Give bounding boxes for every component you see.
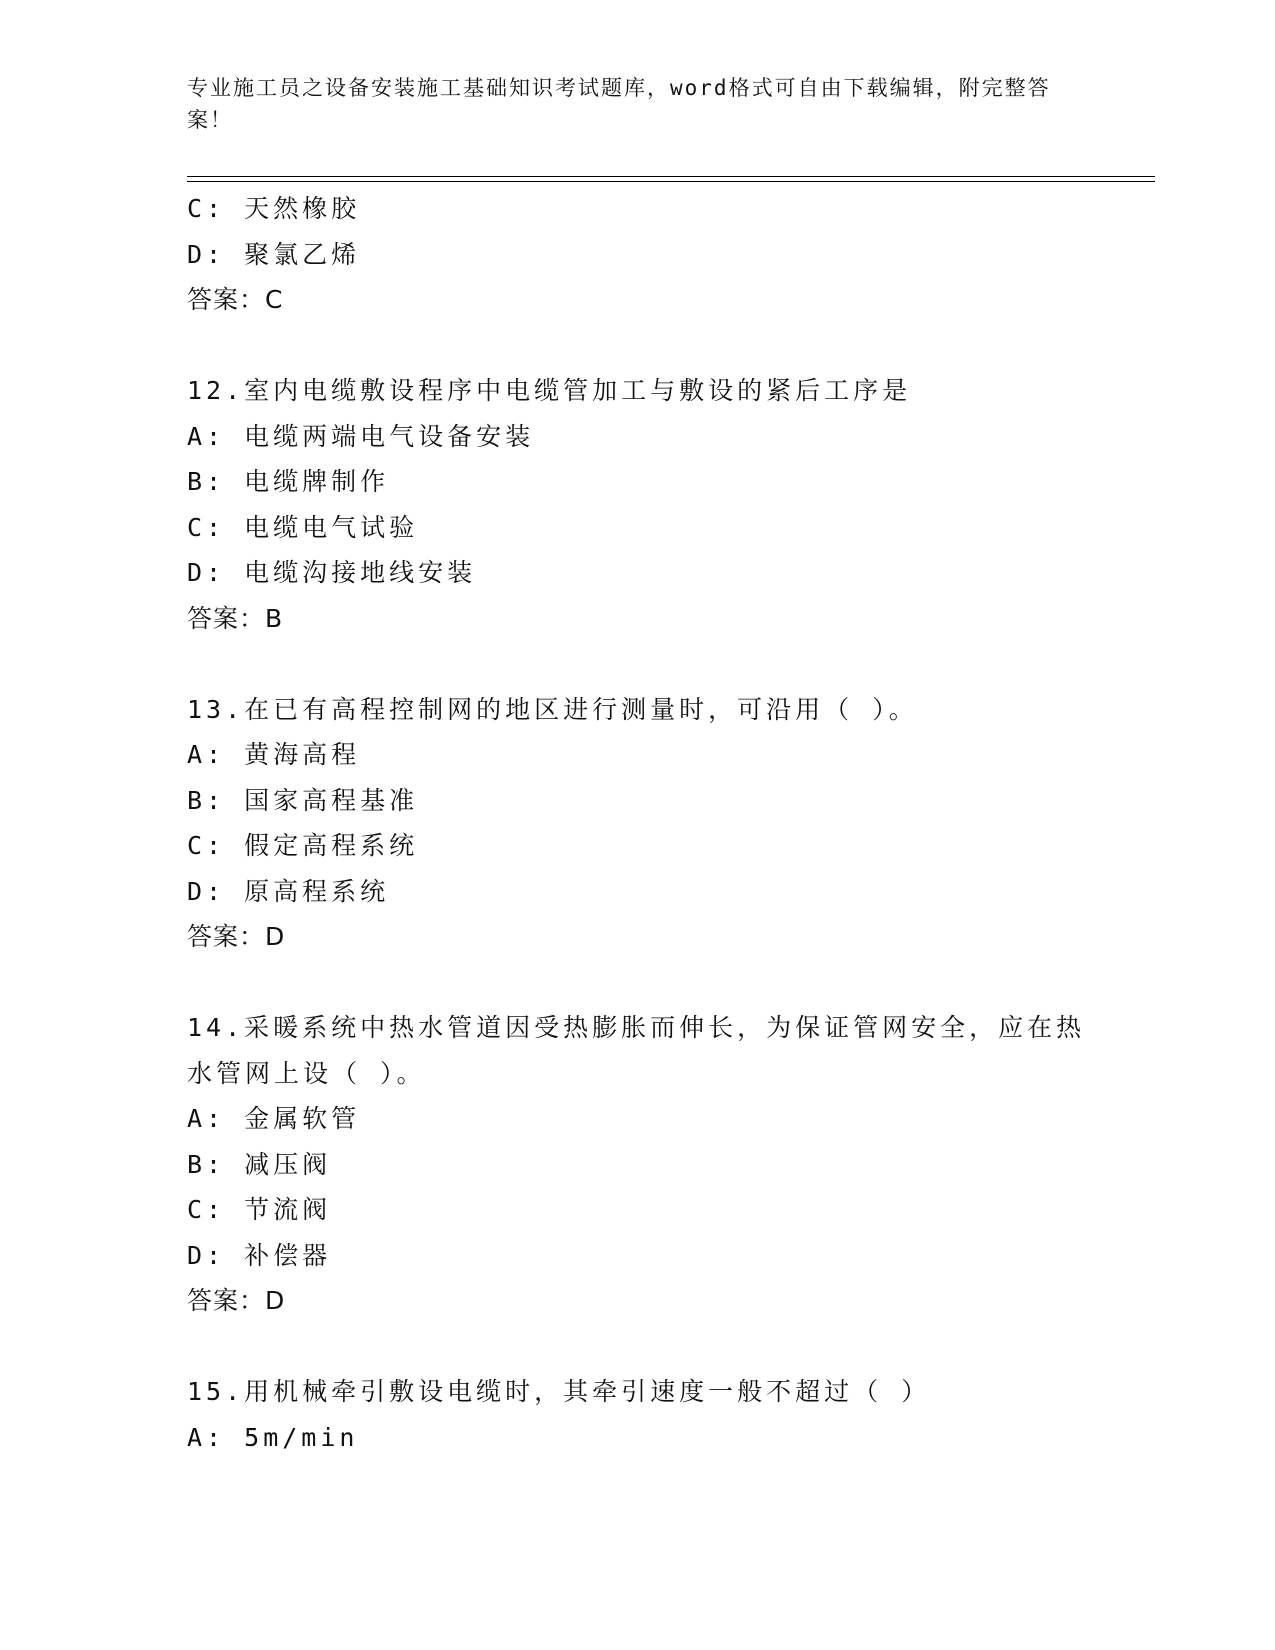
option-a: A: 金属软管 bbox=[187, 1104, 361, 1133]
header-divider-top bbox=[187, 176, 1155, 177]
option-b: B: 减压阀 bbox=[187, 1149, 332, 1179]
option-a: A: 电缆两端电气设备安装 bbox=[187, 421, 535, 451]
option-d: D: 聚氯乙烯 bbox=[187, 239, 361, 269]
answer-line: 答案：D bbox=[187, 922, 286, 951]
option-d: D: 电缆沟接地线安装 bbox=[187, 558, 477, 587]
option-c: C: 电缆电气试验 bbox=[187, 512, 419, 542]
answer-line: 答案：C bbox=[187, 285, 284, 314]
answer-line: 答案：D bbox=[187, 1286, 286, 1315]
option-c: C: 节流阀 bbox=[187, 1195, 332, 1224]
option-a: A: 5m/min bbox=[187, 1422, 359, 1452]
question-13-text: 13.在已有高程控制网的地区进行测量时，可沿用（ ）。 bbox=[187, 694, 918, 724]
document-header: 专业施工员之设备安装施工基础知识考试题库，word格式可自由下载编辑，附完整答案！ bbox=[187, 76, 1051, 132]
question-15-text: 15.用机械牵引敷设电缆时，其牵引速度一般不超过（ ） bbox=[187, 1377, 931, 1406]
option-b: B: 电缆牌制作 bbox=[187, 467, 390, 496]
option-d: D: 补偿器 bbox=[187, 1240, 332, 1270]
question-12-text: 12.室内电缆敷设程序中电缆管加工与敷设的紧后工序是 bbox=[187, 376, 912, 405]
option-d: D: 原高程系统 bbox=[187, 876, 390, 906]
option-c: C: 假定高程系统 bbox=[187, 831, 419, 860]
option-c: C: 天然橡胶 bbox=[187, 194, 361, 223]
answer-line: 答案：B bbox=[187, 603, 284, 633]
question-content bbox=[187, 186, 1087, 1460]
option-b: B: 国家高程基准 bbox=[187, 785, 419, 815]
option-a: A: 黄海高程 bbox=[187, 740, 361, 769]
question-14-text: 14.采暖系统中热水管道因受热膨胀而伸长，为保证管网安全，应在热水管网上设（ ）。 bbox=[187, 1013, 1086, 1088]
header-divider-bottom bbox=[187, 181, 1155, 182]
